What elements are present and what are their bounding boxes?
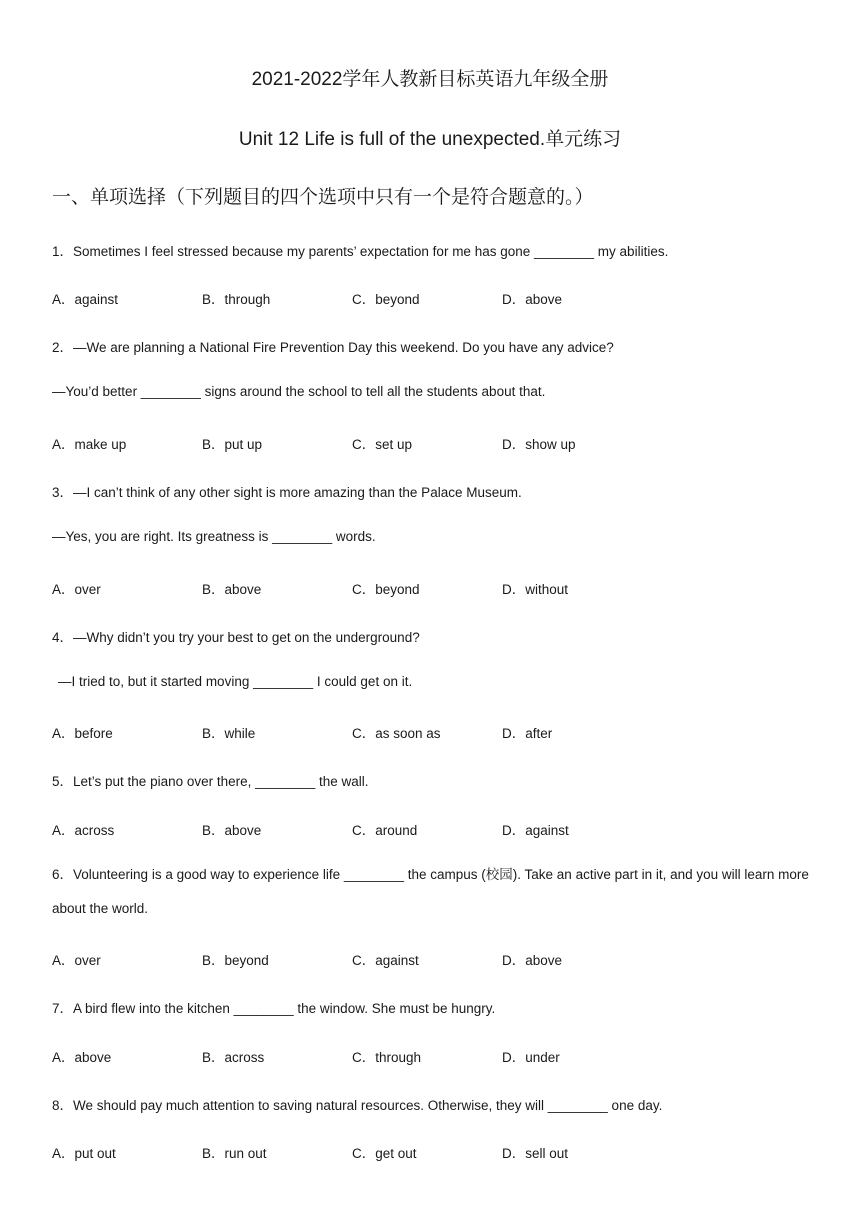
q6-option-b: B．beyond (202, 953, 269, 968)
q8-option-b: B．run out (202, 1146, 267, 1161)
q7-option-c: C．through (352, 1050, 422, 1065)
q7-option-a: A．above (52, 1050, 112, 1065)
q5-option-d: D．against (502, 823, 569, 838)
question-7-text: 7．A bird flew into the kitchen ________ the window. She must be hungry. (52, 1001, 496, 1016)
question-2-response: —You’d better ________ signs around the school to tell all the students about that. (52, 384, 546, 399)
q4-option-d: D．after (502, 726, 553, 741)
q1-option-d: D．above (502, 292, 563, 307)
q3-option-c: C．beyond (352, 582, 420, 597)
q5-option-a: A．across (52, 823, 115, 838)
q1-option-c: C．beyond (352, 292, 420, 307)
question-2-text: 2．—We are planning a National Fire Prevention Day this weekend. Do you have any advice? (52, 340, 614, 355)
question-6-text: 6．Volunteering is a good way to experience life ________ the campus (校园). Take an active part in it, and you will learn more about the world. (52, 867, 809, 916)
q2-option-c: C．set up (352, 437, 413, 452)
question-4-text: 4．—Why didn’t you try your best to get on the underground? (52, 630, 420, 645)
question-3-text: 3．—I can’t think of any other sight is more amazing than the Palace Museum. (52, 485, 522, 500)
q3-option-a: A．over (52, 582, 101, 597)
q8-option-d: D．sell out (502, 1146, 569, 1161)
q3-option-b: B．above (202, 582, 262, 597)
q8-option-a: A．put out (52, 1146, 116, 1161)
q4-option-c: C．as soon as (352, 726, 441, 741)
q2-option-d: D．show up (502, 437, 576, 452)
q1-option-b: B．through (202, 292, 271, 307)
q7-option-d: D．under (502, 1050, 560, 1065)
question-5-text: 5．Let’s put the piano over there, ________ the wall. (52, 774, 369, 789)
q7-option-b: B．across (202, 1050, 265, 1065)
document-subtitle: Unit 12 Life is full of the unexpected.单元练习 (238, 129, 622, 150)
q4-option-b: B．while (202, 726, 256, 741)
q3-option-d: D．without (502, 582, 569, 597)
q6-option-d: D．above (502, 953, 563, 968)
question-3-response: —Yes, you are right. Its greatness is ________ words. (52, 529, 376, 544)
q5-option-c: C．around (352, 823, 418, 838)
section-heading: 一、单项选择（下列题目的四个选项中只有一个是符合题意的。） (52, 187, 594, 208)
question-1-text: 1．Sometimes I feel stressed because my parents’ expectation for me has gone ________ my abilities. (52, 244, 669, 259)
q5-option-b: B．above (202, 823, 262, 838)
document-title: 2021-2022学年人教新目标英语九年级全册 (251, 69, 609, 90)
q6-option-c: C．against (352, 953, 419, 968)
q2-option-b: B．put up (202, 437, 263, 452)
q4-option-a: A．before (52, 726, 113, 741)
q1-option-a: A．against (52, 292, 119, 307)
q2-option-a: A．make up (52, 437, 127, 452)
question-8-text: 8．We should pay much attention to saving natural resources. Otherwise, they will ________ one day. (52, 1098, 663, 1113)
q6-option-a: A．over (52, 953, 101, 968)
question-4-response: —I tried to, but it started moving ________ I could get on it. (58, 674, 413, 689)
q8-option-c: C．get out (352, 1146, 417, 1161)
